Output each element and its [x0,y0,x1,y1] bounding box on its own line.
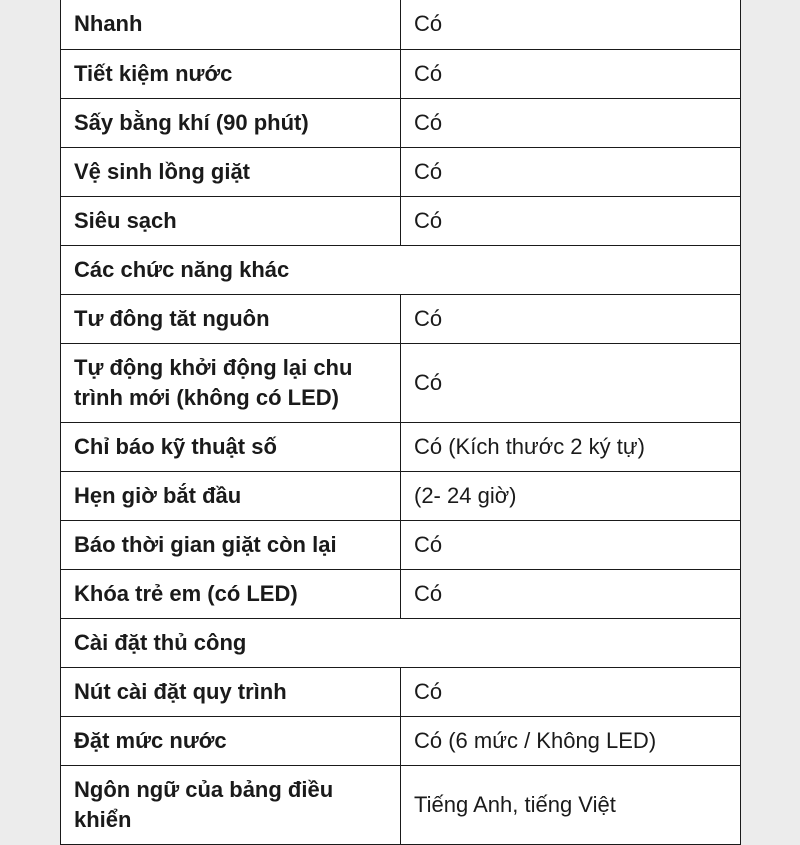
table-row [61,0,741,49]
feature-label: Nút cài đặt quy trình [61,667,401,716]
table-row [61,196,741,245]
table-row [61,716,741,765]
table-row [61,667,741,716]
section-header-row [61,245,741,294]
feature-label: Báo thời gian giặt còn lại [61,520,401,569]
section-title: Các chức năng khác [61,245,741,294]
feature-label: Sấy bằng khí (90 phút) [61,98,401,147]
spec-table-container [60,0,740,845]
feature-label: Tự động khởi động lại chu trình mới (không có LED) [61,343,401,422]
section-title: Cài đặt thủ công [61,618,741,667]
spec-table [60,0,741,845]
feature-label: Hẹn giờ bắt đầu [61,471,401,520]
table-row [61,569,741,618]
feature-label: Ngôn ngữ của bảng điều khiển [61,765,401,844]
feature-value: Có [401,569,741,618]
feature-label: Chỉ báo kỹ thuật số [61,422,401,471]
feature-value: Có [401,49,741,98]
feature-value: Có [401,98,741,147]
table-row [61,422,741,471]
feature-value: Tiếng Anh, tiếng Việt [401,765,741,844]
feature-label: Tư đông tăt nguôn [61,294,401,343]
feature-label: Đặt mức nước [61,716,401,765]
feature-label: Nhanh [61,0,401,49]
feature-label: Khóa trẻ em (có LED) [61,569,401,618]
table-row [61,98,741,147]
feature-value: Có [401,0,741,49]
feature-label: Tiết kiệm nước [61,49,401,98]
table-row [61,147,741,196]
feature-value: Có (6 mức / Không LED) [401,716,741,765]
table-row [61,471,741,520]
feature-label: Vệ sinh lồng giặt [61,147,401,196]
table-row [61,294,741,343]
table-row [61,520,741,569]
table-row [61,343,741,422]
feature-value: Có [401,196,741,245]
feature-value: Có [401,343,741,422]
section-header-row [61,618,741,667]
feature-value: Có [401,294,741,343]
spec-table-body [61,0,741,844]
feature-value: Có [401,147,741,196]
feature-label: Siêu sạch [61,196,401,245]
feature-value: Có [401,667,741,716]
table-row [61,49,741,98]
feature-value: (2- 24 giờ) [401,471,741,520]
feature-value: Có [401,520,741,569]
table-row [61,765,741,844]
feature-value: Có (Kích thước 2 ký tự) [401,422,741,471]
